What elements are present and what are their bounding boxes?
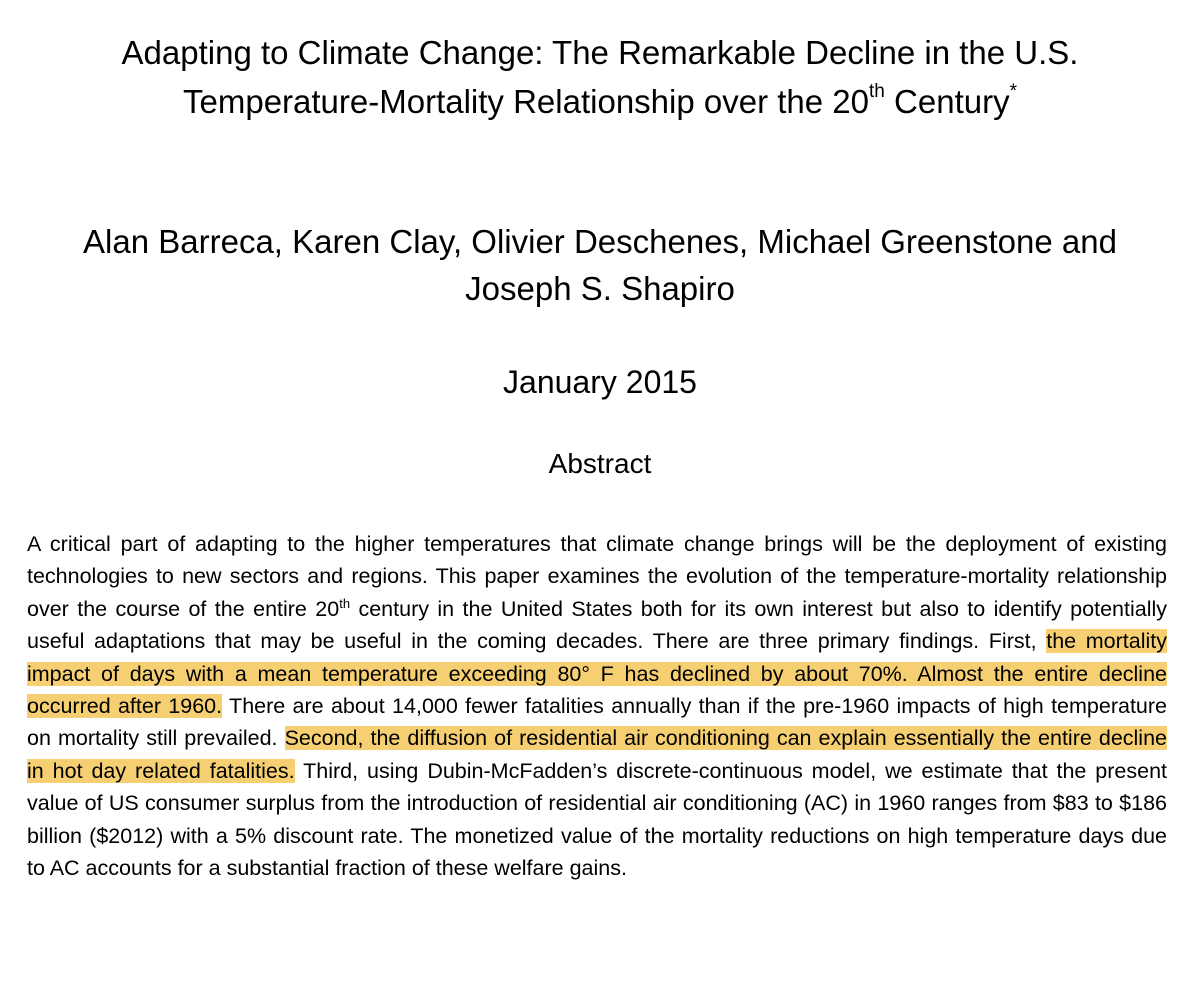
paper-title	[0, 28, 1200, 126]
author-line-1: Alan Barreca, Karen Clay, Olivier Deschenes, Michael Greenstone and	[83, 223, 1117, 260]
abstract-highlight-2: Second, the diffusion of residential air conditioning can explain essentially the entire decline in hot day related fatalities.	[27, 726, 1167, 783]
author-list	[0, 218, 1200, 312]
abstract-text-1: A critical part of adapting to the higher temperatures that climate change brings will be the deployment of existing technologies to new sectors and regions. This paper examines the evolution of the temperature-mortality relationship over the course of the entire 20	[27, 532, 1167, 621]
title-line-1: Adapting to Climate Change: The Remarkable Decline in the U.S.	[121, 34, 1079, 71]
abstract-ordinal-suffix: th	[339, 595, 351, 611]
abstract-text-4: Third, using Dubin-McFadden’s discrete-continuous model, we estimate that the present value of US consumer surplus from the introduction of residential air conditioning (AC) in 1960 ranges from $83 to $186 billion ($2012) with a 5% discount rate. The monetized value of the mortality reductions on high temperature days due to AC accounts for a substantial fraction of these welfare gains.	[27, 758, 1168, 881]
title-line-2-end: Century	[884, 83, 1010, 120]
title-ordinal-suffix: th	[869, 81, 885, 102]
abstract-highlight-1: the mortality impact of days with a mean temperature exceeding 80° F has declined by about 70%. Almost the entire decline occurred after 1960.	[27, 629, 1167, 719]
abstract-heading: Abstract	[548, 448, 652, 479]
abstract-body	[27, 528, 1167, 884]
abstract-text-2: century in the United States both for its own interest but also to identify potentially useful adaptations that may be useful in the coming decades. There are three primary findings. First,	[27, 596, 1167, 654]
abstract-text-3: There are about 14,000 fewer fatalities annually than if the pre-1960 impacts of high temperature on mortality still prevailed.	[27, 694, 1168, 751]
title-line-2	[0, 77, 1200, 126]
publication-date: January 2015	[503, 364, 697, 400]
author-line-2: Joseph S. Shapiro	[465, 270, 735, 307]
title-line-2-text: Temperature-Mortality Relationship over the 20	[183, 83, 869, 120]
title-footnote-mark: *	[1009, 81, 1017, 102]
